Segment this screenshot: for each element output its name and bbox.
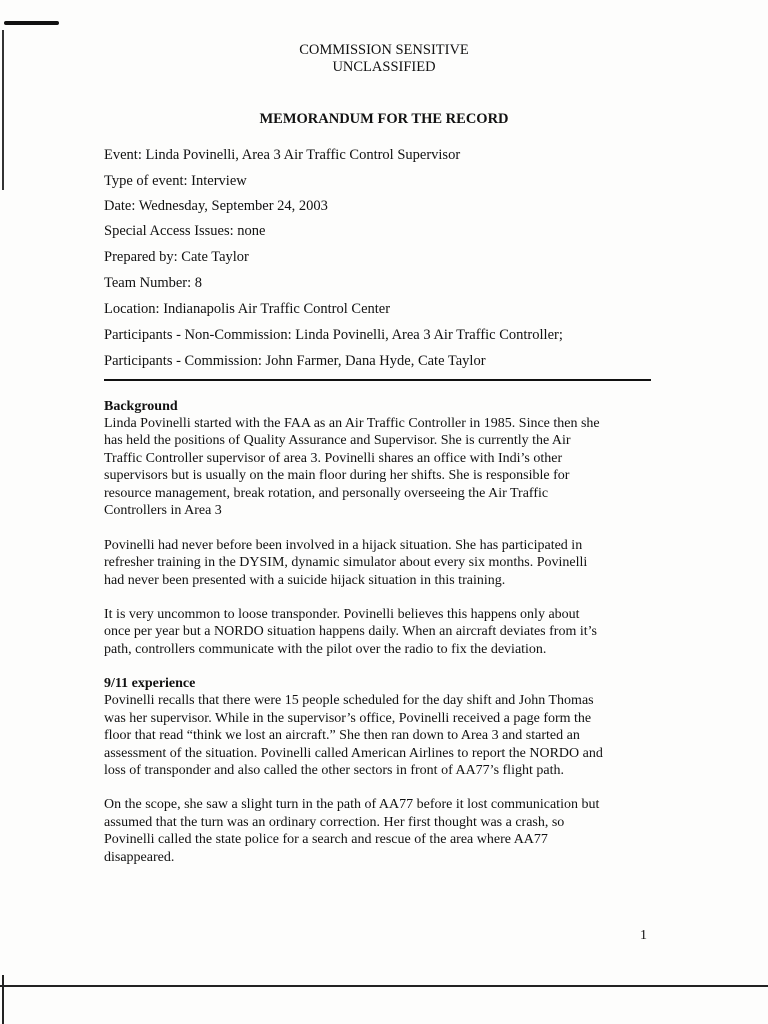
paragraph-line: On the scope, she saw a slight turn in the path of AA77 before it lost communication but xyxy=(104,797,600,812)
classification-header: COMMISSION SENSITIVE xyxy=(299,42,469,58)
paragraph-line: floor that read “think we lost an aircraft.” She then ran down to Area 3 and started an xyxy=(104,728,580,743)
paragraph-line: Povinelli called the state police for a search and rescue of the area where AA77 xyxy=(104,832,548,847)
paragraph-line: had never been presented with a suicide hijack situation in this training. xyxy=(104,573,506,588)
paragraph-line: loss of transponder and also called the other sectors in front of AA77’s flight path. xyxy=(104,763,564,778)
paragraph-line: supervisors but is usually on the main floor during her shifts. She is responsible for xyxy=(104,468,570,483)
meta-special-access: Special Access Issues: none xyxy=(104,223,266,239)
meta-event: Event: Linda Povinelli, Area 3 Air Traffic Control Supervisor xyxy=(104,147,461,163)
paragraph-line: Linda Povinelli started with the FAA as an Air Traffic Controller in 1985. Since then she xyxy=(104,416,600,431)
scan-artifact-left-edge-bottom xyxy=(2,975,4,1024)
paragraph-line: assumed that the turn was an ordinary correction. Her first thought was a crash, so xyxy=(104,815,565,830)
paragraph-line: Povinelli had never before been involved in a hijack situation. She has participated in xyxy=(104,538,583,553)
paragraph-line: Controllers in Area 3 xyxy=(104,503,222,518)
paragraph-line: assessment of the situation. Povinelli called American Airlines to report the NORDO and xyxy=(104,746,603,761)
paragraph-line: Traffic Controller supervisor of area 3. Povinelli shares an office with Indi’s other xyxy=(104,451,563,466)
meta-date: Date: Wednesday, September 24, 2003 xyxy=(104,198,328,214)
memo-title: MEMORANDUM FOR THE RECORD xyxy=(259,111,509,127)
paragraph-line: refresher training in the DYSIM, dynamic simulator about every six months. Povinelli xyxy=(104,555,588,570)
horizontal-rule xyxy=(104,379,651,381)
paragraph-line: disappeared. xyxy=(104,850,175,865)
background-heading: Background xyxy=(104,399,178,414)
meta-location: Location: Indianapolis Air Traffic Control Center xyxy=(104,301,391,317)
meta-type-of-event: Type of event: Interview xyxy=(104,173,247,189)
classification-subheader: UNCLASSIFIED xyxy=(332,59,436,75)
meta-team-number: Team Number: 8 xyxy=(104,275,203,291)
paragraph-line: It is very uncommon to loose transponder. Povinelli believes this happens only about xyxy=(104,607,580,622)
experience-heading: 9/11 experience xyxy=(104,676,196,691)
paragraph-line: path, controllers communicate with the pilot over the radio to fix the deviation. xyxy=(104,642,547,657)
page-number: 1 xyxy=(640,928,647,943)
scan-artifact-mark xyxy=(4,21,59,25)
paragraph-line: Povinelli recalls that there were 15 people scheduled for the day shift and John Thomas xyxy=(104,693,594,708)
scan-artifact-bottom-edge xyxy=(0,985,768,987)
meta-prepared-by: Prepared by: Cate Taylor xyxy=(104,249,249,265)
meta-participants-commission: Participants - Commission: John Farmer, Dana Hyde, Cate Taylor xyxy=(104,353,486,369)
paragraph-line: once per year but a NORDO situation happens daily. When an aircraft deviates from it’s xyxy=(104,624,597,639)
paragraph-line: resource management, break rotation, and personally overseeing the Air Traffic xyxy=(104,486,549,501)
meta-participants-non-commission: Participants - Non-Commission: Linda Povinelli, Area 3 Air Traffic Controller; xyxy=(104,327,563,343)
paragraph-line: was her supervisor. While in the supervisor’s office, Povinelli received a page form the xyxy=(104,711,592,726)
paragraph-line: has held the positions of Quality Assurance and Supervisor. She is currently the Air xyxy=(104,433,571,448)
